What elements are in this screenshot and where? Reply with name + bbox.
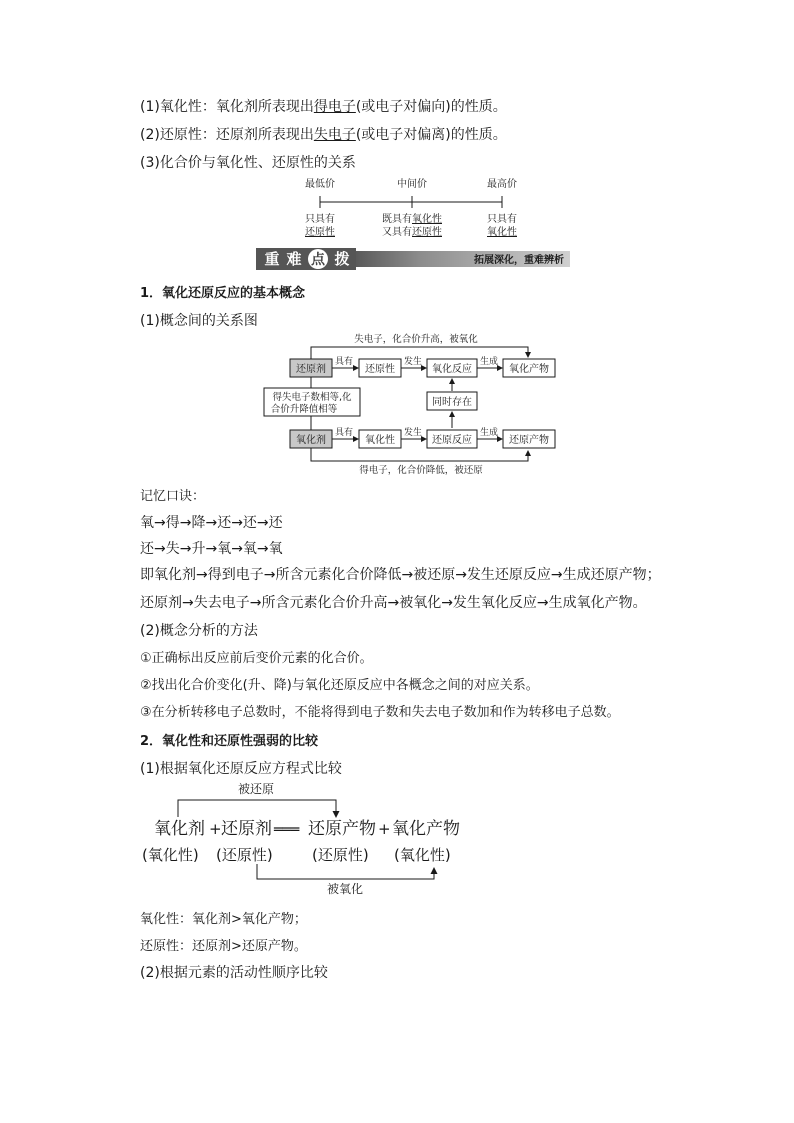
eq-plus-1: + (209, 820, 222, 838)
concept-flow-diagram (256, 330, 576, 480)
top-path-label: 失电子，化合价升高，被氧化 (354, 334, 478, 345)
activity-order-heading: (2)根据元素的活动性顺序比较 (140, 965, 328, 981)
ox-product-label: 氧化产物 (509, 364, 549, 375)
method-title: (2)概念分析的方法 (140, 623, 258, 639)
reductant-label: 还原剂 (296, 364, 326, 375)
conclusion-oxidizability: 氧化性：氧化剂>氧化产物； (140, 912, 307, 927)
eq-oxidant: 氧化剂 (154, 819, 205, 839)
memo-line-2: 还→失→升→氧→氧→氧 (140, 541, 283, 557)
has-label-1: 具有 (334, 357, 354, 367)
eq-paren-4: (氧化性) (394, 846, 451, 864)
mid-desc-2-u: 还原性 (412, 227, 442, 238)
concept-heading: 1．氧化还原反应的基本概念 (140, 286, 306, 301)
reducibility-definition (140, 124, 507, 144)
memo-title: 记忆口诀： (140, 489, 206, 504)
equation-compare-heading: (1)根据氧化还原反应方程式比较 (140, 761, 342, 777)
valence-diagram (290, 174, 530, 244)
low-desc-1: 只具有 (305, 214, 335, 225)
bottom-path-label: 得电子，化合价降低，被还原 (359, 465, 483, 476)
def-text: (1)氧化性：氧化剂所表现出 (140, 99, 314, 115)
red-product-label: 还原产物 (509, 435, 549, 446)
banner-right-text: 拓展深化，重难辨析 (474, 255, 564, 266)
mid-desc-2-pre: 又具有 (382, 227, 412, 238)
mid-desc-1-u: 氧化性 (412, 214, 442, 225)
coexist-label: 同时存在 (432, 397, 472, 408)
eq-ox-product: 氧化产物 (392, 819, 460, 839)
eq-plus-2: + (378, 820, 391, 838)
method-item-3: ③在分析转移电子总数时，不能将得到电子数和失去电子数加和作为转移电子总数。 (140, 705, 620, 720)
def-text: (2)还原性：还原剂所表现出 (140, 127, 314, 143)
method-item-2: ②找出化合价变化(升、降)与氧化还原反应中各概念之间的对应关系。 (140, 678, 539, 693)
equal-note-2: 合价升降值相等 (270, 404, 338, 415)
high-valence-label: 最高价 (487, 179, 517, 190)
occur-label-1: 发生 (403, 357, 423, 367)
mid-desc-1 (382, 212, 442, 225)
mid-valence-label: 中间价 (397, 179, 427, 190)
valence-relation-heading: (3)化合价与氧化性、还原性的关系 (140, 155, 356, 171)
mid-desc-2 (382, 225, 442, 238)
relation-diagram-heading: (1)概念间的关系图 (140, 313, 258, 329)
eq-paren-1: (氧化性) (142, 846, 199, 864)
low-desc-2: 还原性 (305, 227, 335, 238)
banner-char-2: 难 (286, 250, 302, 268)
high-desc-2: 氧化性 (487, 227, 517, 238)
gen-label-2: 生成 (479, 428, 499, 438)
oxidizability-definition (140, 96, 507, 116)
key-points-banner (256, 248, 570, 270)
bottom-loop-arrow (311, 448, 528, 461)
eq-equals: ═══ (274, 822, 300, 838)
mid-desc-1-pre: 既具有 (382, 214, 412, 225)
comparison-heading: 2．氧化性和还原性强弱的比较 (140, 734, 319, 749)
memo-line-3: 即氧化剂→得到电子→所含元素化合价降低→被还原→发生还原反应→生成还原产物； (140, 567, 661, 583)
occur-label-2: 发生 (403, 428, 423, 438)
oxidized-arrow (257, 864, 434, 879)
banner-char-3: 点 (311, 252, 325, 268)
def-underlined: 得电子 (313, 99, 356, 115)
def-text: (或电子对偏离)的性质。 (355, 127, 507, 143)
banner-char-4: 拨 (334, 250, 350, 268)
equation-diagram (140, 780, 480, 900)
reduced-label: 被还原 (237, 782, 275, 796)
equal-note-1: 得失电子数相等,化 (272, 392, 352, 403)
banner-char-1: 重 (264, 250, 280, 268)
high-desc-1: 只具有 (487, 214, 517, 225)
red-reaction-label: 还原反应 (432, 435, 472, 446)
eq-red-product: 还原产物 (308, 819, 376, 839)
def-text: (或电子对偏向)的性质。 (355, 99, 507, 115)
eq-paren-2: (还原性) (216, 846, 273, 864)
method-item-1: ①正确标出反应前后变价元素的化合价。 (140, 651, 373, 666)
ox-reaction-label: 氧化反应 (432, 364, 472, 375)
reducibility-label: 还原性 (365, 364, 395, 375)
oxidizability-label: 氧化性 (365, 435, 395, 446)
gen-label-1: 生成 (479, 357, 499, 367)
def-underlined: 失电子 (313, 127, 356, 143)
eq-reductant: 还原剂 (221, 819, 272, 839)
oxidant-label: 氧化剂 (296, 435, 326, 446)
eq-paren-3: (还原性) (312, 846, 369, 864)
oxidized-label: 被氧化 (326, 882, 364, 896)
low-valence-label: 最低价 (305, 179, 335, 190)
reduced-arrow (178, 800, 336, 817)
conclusion-reducibility: 还原性：还原剂>还原产物。 (140, 939, 307, 954)
memo-line-1: 氧→得→降→还→还→还 (140, 515, 283, 531)
memo-line-4: 还原剂→失去电子→所含元素化合价升高→被氧化→发生氧化反应→生成氧化产物。 (140, 595, 647, 611)
has-label-2: 具有 (334, 428, 354, 438)
